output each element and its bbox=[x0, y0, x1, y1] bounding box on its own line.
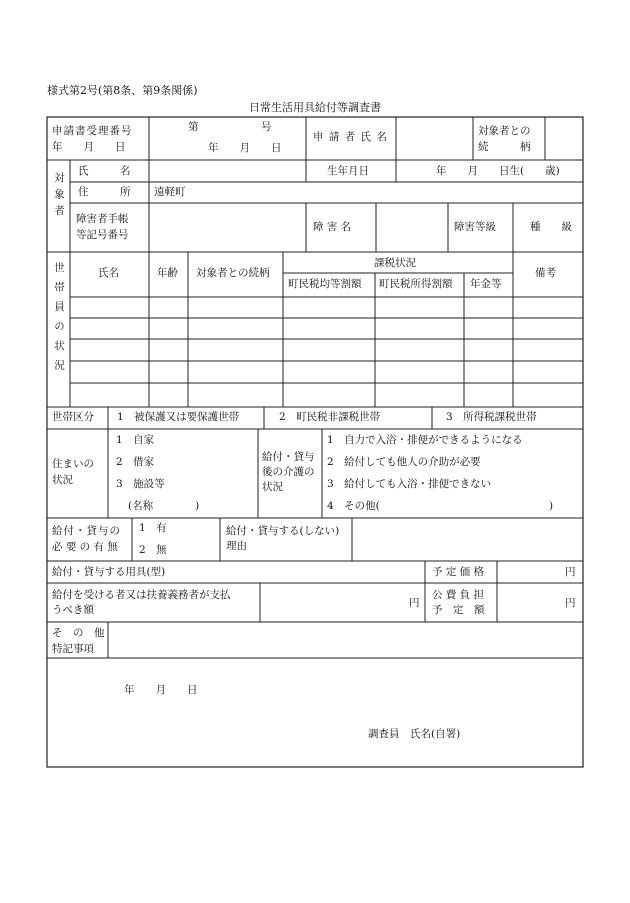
payment-label-1: 給付を受ける者又は扶養義務者が支払 bbox=[52, 589, 231, 601]
relation-label-1: 対象者との bbox=[478, 125, 531, 137]
address-label: 住 所 bbox=[78, 186, 131, 198]
col-relation: 対象者との続柄 bbox=[196, 267, 270, 279]
subject-section-label: 対象者 bbox=[53, 172, 65, 222]
living-label-1: 住まいの bbox=[52, 458, 94, 470]
living-option-1: 1 自家 bbox=[116, 434, 155, 446]
household-category-option-2: 2 町民税非課税世帯 bbox=[279, 411, 381, 423]
address-value: 遠軽町 bbox=[154, 186, 186, 198]
payment-unit: 円 bbox=[409, 597, 420, 609]
birth-value: 年 月 日生( 歳) bbox=[436, 165, 560, 177]
other-label-1: そ の 他 bbox=[52, 627, 105, 639]
col-tax-status: 課税状況 bbox=[374, 257, 416, 269]
col-name: 氏名 bbox=[98, 267, 119, 279]
care-option-4: 4 その他( bbox=[327, 500, 380, 512]
living-option-3: 3 施設等 bbox=[116, 478, 165, 490]
col-tax-per-capita: 町民税均等割額 bbox=[288, 278, 362, 290]
care-label-3: 状況 bbox=[262, 481, 283, 493]
number-prefix: 第 bbox=[188, 121, 199, 133]
receipt-date-value: 年 月 日 bbox=[208, 142, 282, 154]
form-title: 日常生活用具給付等調査書 bbox=[249, 101, 381, 114]
form-number: 様式第2号(第8条、第9条関係) bbox=[47, 84, 198, 97]
disability-name-label: 障 害 名 bbox=[313, 221, 352, 233]
subject-name-label: 氏 名 bbox=[78, 165, 131, 177]
need-label-1: 給付・貸与の bbox=[52, 525, 121, 537]
payment-label-2: うべき額 bbox=[52, 604, 94, 616]
living-option-3-detail: (名称 ) bbox=[128, 500, 200, 512]
public-unit: 円 bbox=[565, 597, 576, 609]
public-label-1: 公 費 負 担 bbox=[432, 589, 485, 601]
other-label-2: 特記事項 bbox=[52, 643, 94, 655]
receipt-number-label: 申請書受理番号 bbox=[52, 125, 133, 137]
col-tax-income: 町民税所得割額 bbox=[379, 278, 453, 290]
care-label-1: 給付・貸与 bbox=[262, 451, 315, 463]
footer-date: 年 月 日 bbox=[124, 684, 198, 696]
relation-label-2: 続 柄 bbox=[478, 141, 531, 153]
price-label: 予 定 価 格 bbox=[432, 566, 485, 578]
need-no: 2 無 bbox=[139, 544, 167, 556]
care-label-2: 後の介護の bbox=[262, 466, 315, 478]
reason-label-2: 理由 bbox=[226, 540, 247, 552]
col-pension: 年金等 bbox=[470, 278, 502, 290]
household-section-label: 世帯員の状況 bbox=[53, 262, 65, 379]
care-option-2: 2 給付しても他人の介助が必要 bbox=[327, 456, 481, 468]
col-notes: 備考 bbox=[535, 267, 556, 279]
number-suffix: 号 bbox=[261, 121, 272, 133]
need-yes: 1 有 bbox=[139, 522, 167, 534]
price-unit: 円 bbox=[565, 566, 576, 578]
receipt-date-label: 年 月 日 bbox=[52, 141, 126, 153]
need-label-2: 必 要 の 有 無 bbox=[52, 541, 118, 553]
applicant-name-label: 申 請 者 氏 名 bbox=[313, 131, 388, 143]
investigator-signature-label: 調査員 氏名(自署) bbox=[368, 728, 461, 740]
household-category-option-3: 3 所得税課税世帯 bbox=[446, 411, 537, 423]
disability-grade-label: 障害等級 bbox=[454, 221, 496, 233]
care-option-4-end: ) bbox=[549, 500, 554, 512]
reason-label-1: 給付・貸与する(しない) bbox=[226, 525, 340, 537]
living-option-2: 2 借家 bbox=[116, 456, 155, 468]
care-option-3: 3 給付しても入浴・排便できない bbox=[327, 478, 492, 490]
care-option-1: 1 自力で入浴・排便ができるようになる bbox=[327, 434, 523, 446]
birth-label: 生年月日 bbox=[327, 165, 369, 177]
household-category-label: 世帯区分 bbox=[52, 411, 94, 423]
living-label-2: 状況 bbox=[52, 474, 73, 486]
handbook-label-2: 等記号番号 bbox=[76, 229, 129, 241]
grade-value: 種 級 bbox=[530, 221, 572, 233]
handbook-label-1: 障害者手帳 bbox=[76, 213, 129, 225]
household-category-option-1: 1 被保護又は要保護世帯 bbox=[117, 411, 240, 423]
equipment-label: 給付・貸与する用具(型) bbox=[52, 566, 166, 578]
public-label-2: 予 定 額 bbox=[432, 604, 485, 616]
col-age: 年齢 bbox=[157, 267, 178, 279]
